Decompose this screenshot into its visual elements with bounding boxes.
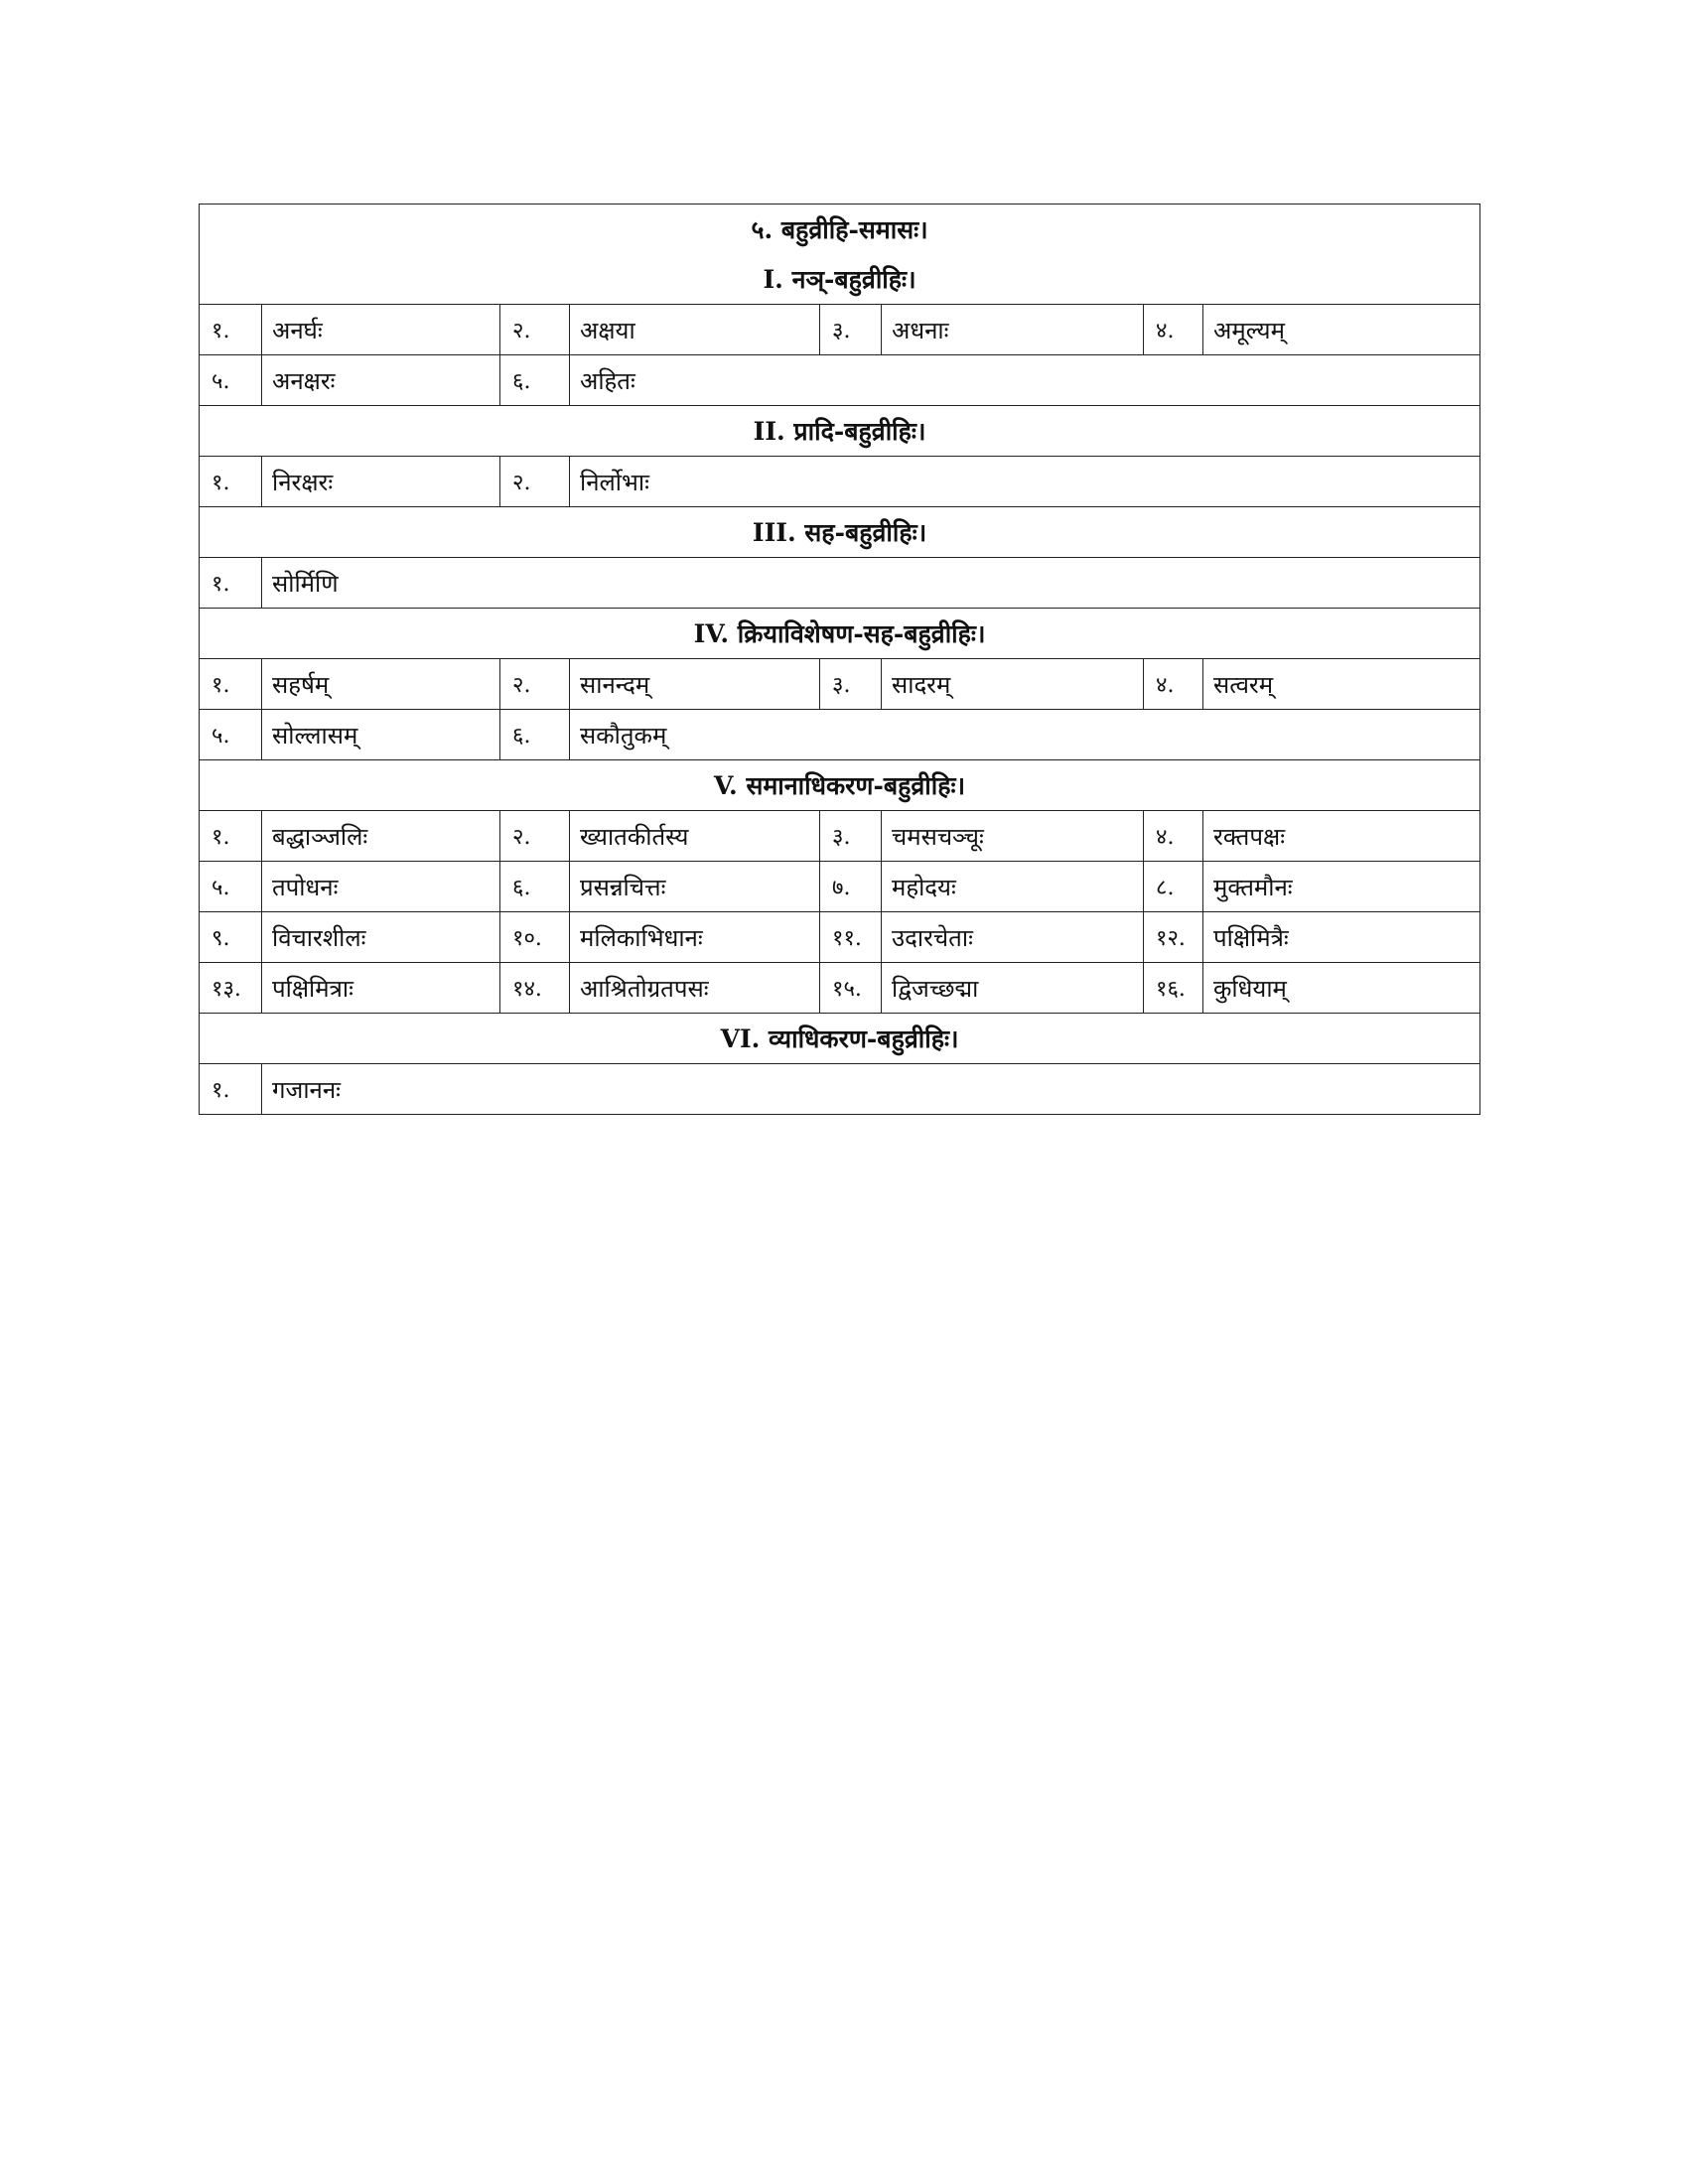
compound-word: आश्रितोग्रतपसः bbox=[570, 963, 820, 1014]
item-number: ४. bbox=[1144, 659, 1203, 710]
item-number: ७. bbox=[820, 862, 882, 912]
compound-word: सत्वरम् bbox=[1203, 659, 1480, 710]
section-heading: III. सह-बहुव्रीहिः। bbox=[200, 507, 1480, 558]
compound-word: सहर्षम् bbox=[262, 659, 500, 710]
item-number: ५. bbox=[200, 355, 262, 406]
item-number: ४. bbox=[1144, 811, 1203, 862]
table-row bbox=[200, 1064, 1480, 1115]
item-number: ३. bbox=[820, 811, 882, 862]
item-number: २. bbox=[500, 305, 570, 355]
item-number: २. bbox=[500, 659, 570, 710]
table-row bbox=[200, 710, 1480, 760]
section-heading: VI. व्याधिकरण-बहुव्रीहिः। bbox=[200, 1014, 1480, 1064]
item-number: ६. bbox=[500, 710, 570, 760]
item-number: १. bbox=[200, 558, 262, 609]
item-number: ४. bbox=[1144, 305, 1203, 355]
item-number: १२. bbox=[1144, 912, 1203, 963]
item-number: ३. bbox=[820, 659, 882, 710]
section-heading: V. समानाधिकरण-बहुव्रीहिः। bbox=[200, 760, 1480, 811]
table-row bbox=[200, 862, 1480, 912]
item-number: १५. bbox=[820, 963, 882, 1014]
compound-word: अहितः bbox=[570, 355, 1480, 406]
item-number: ६. bbox=[500, 355, 570, 406]
item-number: २. bbox=[500, 457, 570, 507]
samasa-table bbox=[199, 204, 1480, 1115]
item-number: ३. bbox=[820, 305, 882, 355]
table-row bbox=[200, 305, 1480, 355]
compound-word: मुक्तमौनः bbox=[1203, 862, 1480, 912]
table-row bbox=[200, 811, 1480, 862]
item-number: १६. bbox=[1144, 963, 1203, 1014]
item-number: १. bbox=[200, 1064, 262, 1115]
table-row bbox=[200, 355, 1480, 406]
compound-word: अधनाः bbox=[882, 305, 1144, 355]
compound-word: अक्षया bbox=[570, 305, 820, 355]
table-row bbox=[200, 558, 1480, 609]
section-heading: I. नञ्-बहुव्रीहिः। bbox=[200, 254, 1480, 305]
item-number: ५. bbox=[200, 710, 262, 760]
compound-word: विचारशीलः bbox=[262, 912, 500, 963]
item-number: ९. bbox=[200, 912, 262, 963]
compound-word: सकौतुकम् bbox=[570, 710, 1480, 760]
compound-word: तपोधनः bbox=[262, 862, 500, 912]
compound-word: सादरम् bbox=[882, 659, 1144, 710]
compound-word: प्रसन्नचित्तः bbox=[570, 862, 820, 912]
compound-word: उदारचेताः bbox=[882, 912, 1144, 963]
compound-word: अनर्घः bbox=[262, 305, 500, 355]
table-row bbox=[200, 963, 1480, 1014]
item-number: ५. bbox=[200, 862, 262, 912]
item-number: २. bbox=[500, 811, 570, 862]
compound-word: अमूल्यम् bbox=[1203, 305, 1480, 355]
compound-word: पक्षिमित्रैः bbox=[1203, 912, 1480, 963]
item-number: १. bbox=[200, 811, 262, 862]
compound-word: द्विजच्छद्मा bbox=[882, 963, 1144, 1014]
compound-word: बद्धाञ्जलिः bbox=[262, 811, 500, 862]
compound-word: कुधियाम् bbox=[1203, 963, 1480, 1014]
table-row bbox=[200, 457, 1480, 507]
compound-word: मलिकाभिधानः bbox=[570, 912, 820, 963]
table-row bbox=[200, 659, 1480, 710]
table-row bbox=[200, 912, 1480, 963]
compound-word: सोल्लासम् bbox=[262, 710, 500, 760]
item-number: १. bbox=[200, 457, 262, 507]
compound-word: रक्तपक्षः bbox=[1203, 811, 1480, 862]
section-heading: IV. क्रियाविशेषण-सह-बहुव्रीहिः। bbox=[200, 609, 1480, 659]
compound-word: सानन्दम् bbox=[570, 659, 820, 710]
item-number: १०. bbox=[500, 912, 570, 963]
item-number: ८. bbox=[1144, 862, 1203, 912]
compound-word: निरक्षरः bbox=[262, 457, 500, 507]
compound-word: चमसचञ्चूः bbox=[882, 811, 1144, 862]
item-number: १. bbox=[200, 659, 262, 710]
item-number: १४. bbox=[500, 963, 570, 1014]
item-number: १३. bbox=[200, 963, 262, 1014]
table-title: ५. बहुव्रीहि-समासः। bbox=[200, 205, 1480, 255]
compound-word: निर्लोभाः bbox=[570, 457, 1480, 507]
compound-word: महोदयः bbox=[882, 862, 1144, 912]
compound-word: गजाननः bbox=[262, 1064, 1480, 1115]
item-number: ११. bbox=[820, 912, 882, 963]
section-heading: II. प्रादि-बहुव्रीहिः। bbox=[200, 406, 1480, 457]
item-number: १. bbox=[200, 305, 262, 355]
item-number: ६. bbox=[500, 862, 570, 912]
compound-word: सोर्मिणि bbox=[262, 558, 1480, 609]
compound-word: पक्षिमित्राः bbox=[262, 963, 500, 1014]
compound-word: ख्यातकीर्तस्य bbox=[570, 811, 820, 862]
compound-word: अनक्षरः bbox=[262, 355, 500, 406]
